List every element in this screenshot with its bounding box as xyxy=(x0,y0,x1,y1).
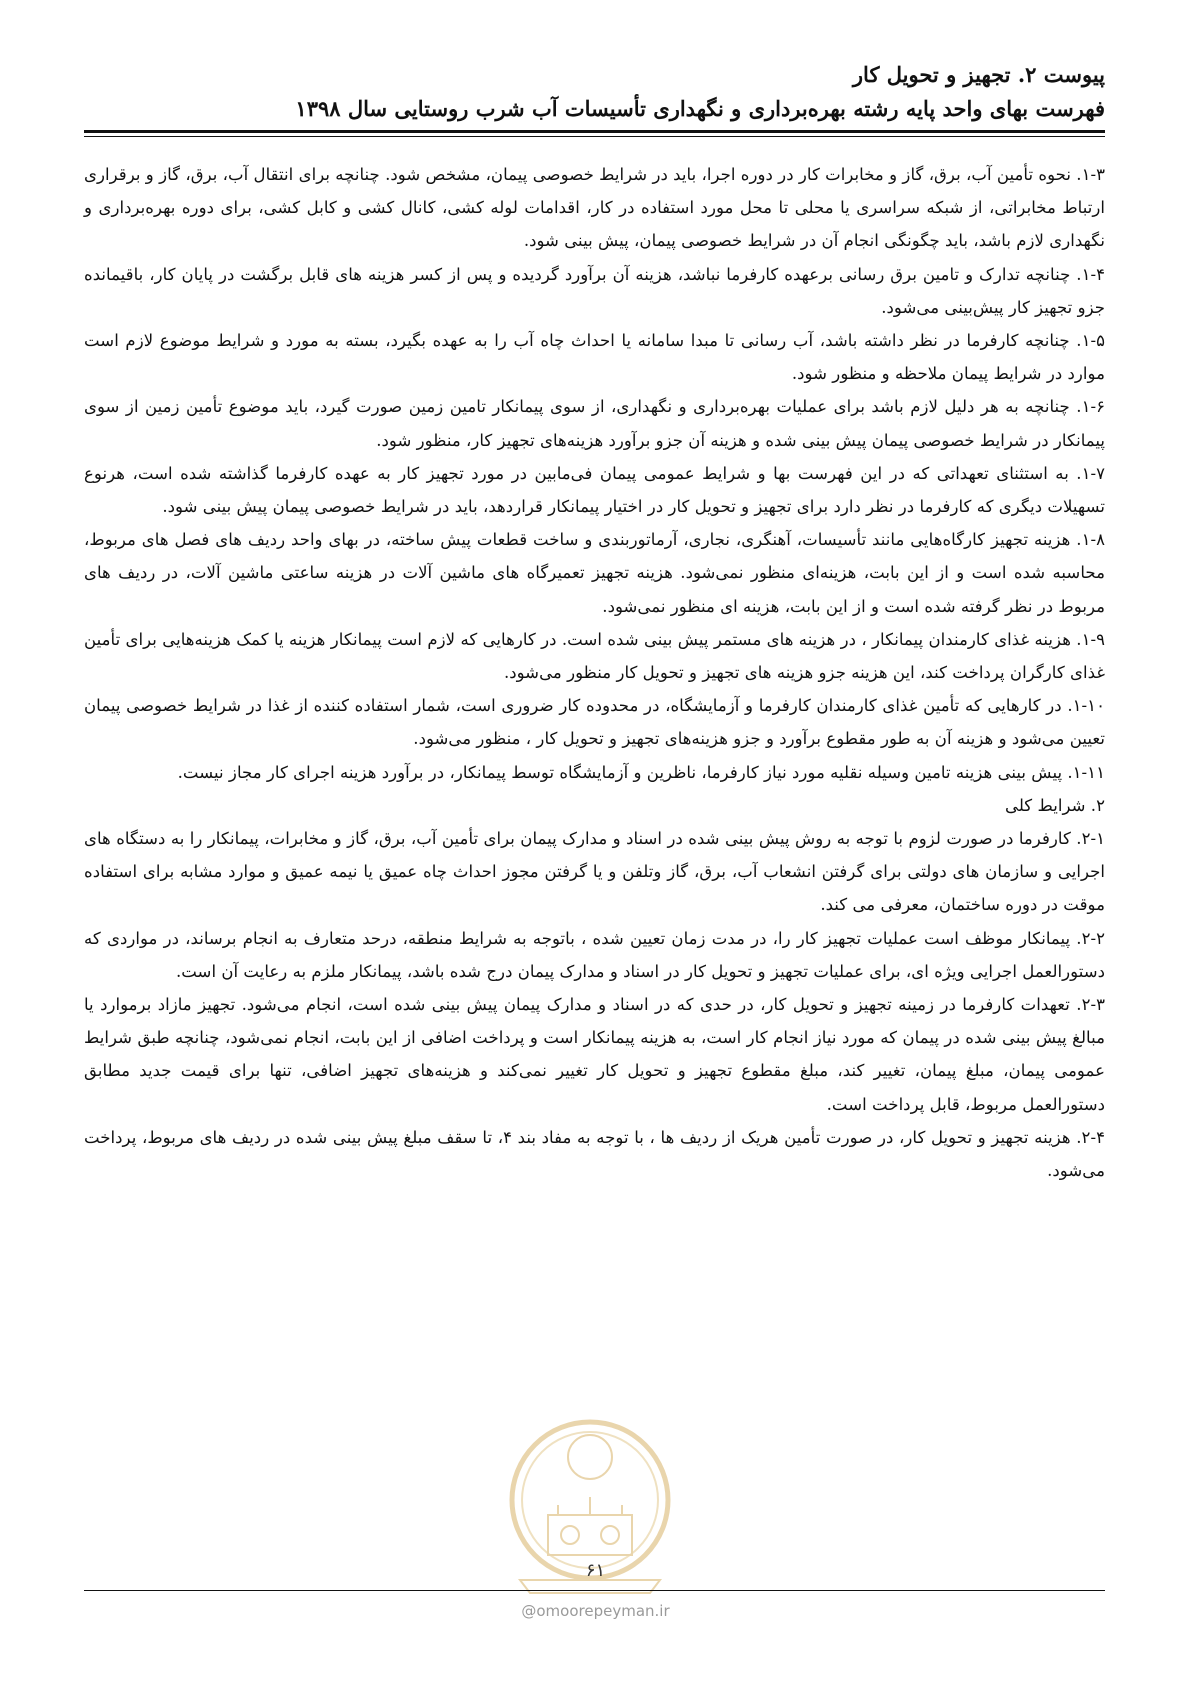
body-text xyxy=(84,158,1105,1187)
paragraph-1-10: ۱-۱۰. در کارهایی که تأمین غذای کارمندان کارفرما و آزمایشگاه، در محدوده کار ضروری است، شمار استفاده کننده از غذا در شرایط خصوصی پیمان تعیین می‌شود و هزینه آن به طور مقطوع برآورد و جزو هزینه‌های تجهیز و تحویل کار ، منظور می‌شود. xyxy=(84,696,1105,749)
footer-rule xyxy=(84,1590,1105,1591)
appendix-title: پیوست ۲. تجهیز و تحویل کار xyxy=(852,62,1105,87)
header-rule-thin xyxy=(84,136,1105,137)
paragraph-2-4: ۲-۴. هزینه تجهیز و تحویل کار، در صورت تأمین هریک از ردیف ها ، با توجه به مفاد بند ۴، تا سقف مبلغ پیش بینی شده در ردیف های مربوط، پرداخت می‌شود. xyxy=(84,1127,1105,1181)
paragraph-2-1: ۲-۱. کارفرما در صورت لزوم با توجه به روش پیش بینی شده در اسناد و مدارک پیمان برای تأمین آب، برق، گاز و مخابرات، پیمانکار را به دستگاه های اجرایی و سازمان های دولتی برای گرفتن انشعاب آب، برق، گاز وتلفن و یا گرفتن مجوز احداث چاه عمیق یا نیمه عمیق و موارد مشابه برای استفاده موقت در دوره ساختمان، معرفی می کند. xyxy=(84,829,1105,915)
paragraph-1-8: ۱-۸. هزینه تجهیز کارگاه‌هایی مانند تأسیسات، آهنگری، نجاری، آرماتوربندی و ساخت قطعات پیش ساخته، در بهای واحد ردیف های فصل های مربوط، محاسبه شده است و از این بابت، هزینه‌ای منظور نمی‌شود. هزینه تجهیز تعمیرگاه های ماشین آلات در هزینه ساعتی ماشین آلات، در ردیف های مربوط در نظر گرفته شده است و از این بابت، هزینه ای منظور نمی‌شود. xyxy=(84,530,1105,616)
paragraph-2-3: ۲-۳. تعهدات کارفرما در زمینه تجهیز و تحویل کار، در حدی که در اسناد و مدارک پیمان پیش بینی شده است، انجام می‌شود. تجهیز مازاد برموارد یا مبالغ پیش بینی شده در پیمان که مورد نیاز انجام کار است، به هزینه پیمانکار است و پرداخت اضافی از این بابت، انجام نمی‌شود، چنانچه طبق شرایط عمومی پیمان، مبلغ پیمان، تغییر کند، مبلغ مقطوع تجهیز و تحویل کار تغییر نمی‌کند و هزینه‌های تجهیز اضافی، تنها برای قیمت جدید مطابق دستورالعمل مربوط، قابل پرداخت است. xyxy=(84,995,1105,1114)
paragraph-1-5: ۱-۵. چنانچه کارفرما در نظر داشته باشد، آب رسانی تا مبدا سامانه یا احداث چاه آب را به عهده بگیرد، بسته به مورد و شرایط موضوع لازم است موارد در شرایط پیمان ملاحظه و منظور شود. xyxy=(84,331,1105,384)
section-heading-general-conditions: ۲. شرایط کلی xyxy=(1004,795,1105,815)
paragraph-1-4: ۱-۴. چنانچه تدارک و تامین برق رسانی برعهده کارفرما نباشد، هزینه آن برآورد گردیده و پس از کسر هزینه های قابل برگشت در پایان کار، باقیمانده جزو تجهیز کار پیش‌بینی می‌شود. xyxy=(84,264,1105,317)
page-header xyxy=(86,58,1105,126)
paragraph-1-7: ۱-۷. به استثنای تعهداتی که در این فهرست بها و شرایط عمومی پیمان فی‌مابین در مورد تجهیز کار به عهده کارفرما گذاشته شده است، هرنوع تسهیلات دیگری که کارفرما در نظر دارد برای تجهیز و تحویل کار در اختیار پیمانکار قراردهد، باید در شرایط خصوصی پیمان پیش بینی شود. xyxy=(84,463,1105,517)
paragraph-1-3: ۱-۳. نحوه تأمین آب، برق، گاز و مخابرات کار در دوره اجرا، باید در شرایط خصوصی پیمان، مشخص شود. چنانچه برای انتقال آب، برق، گاز و برقراری ارتباط مخابراتی، از شبکه سراسری یا محلی تا محل مورد استفاده در کار، اقدامات لوله کشی، کانال کشی و کابل کشی، برای دوره بهره‌برداری و نگهداری لازم باشد، باید چگونگی انجام آن در شرایط خصوصی پیمان، پیش بینی شود. xyxy=(84,165,1105,251)
document-subtitle: فهرست بهای واحد پایه رشته بهره‌برداری و نگهداری تأسیسات آب شرب روستایی سال ۱۳۹۸ xyxy=(295,96,1105,121)
page-number: ۶۱ xyxy=(585,1560,606,1581)
paragraph-1-9: ۱-۹. هزینه غذای کارمندان پیمانکار ، در هزینه های مستمر پیش بینی شده است. در کارهایی که لازم است پیمانکار هزینه یا کمک هزینه‌هایی برای تأمین غذای کارگران پرداخت کند، این هزینه جزو هزینه های تجهیز و تحویل کار منظور می‌شود. xyxy=(84,629,1105,683)
paragraph-1-11: ۱-۱۱. پیش بینی هزینه تامین وسیله نقلیه مورد نیاز کارفرما، ناظرین و آزمایشگاه توسط پیمانکار، در برآورد هزینه اجرای کار مجاز نیست. xyxy=(177,762,1105,782)
header-rule-thick xyxy=(84,130,1105,133)
paragraph-1-6: ۱-۶. چنانچه به هر دلیل لازم باشد برای عملیات بهره‌برداری و نگهداری، از سوی پیمانکار تامین زمین صورت گیرد، باید موضوع تأمین زمین از سوی پیمانکار در شرایط خصوصی پیمان پیش بینی شده و هزینه آن جزو برآورد هزینه‌های تجهیز کار، منظور شود. xyxy=(84,397,1105,450)
paragraph-2-2: ۲-۲. پیمانکار موظف است عملیات تجهیز کار را، در مدت زمان تعیین شده ، باتوجه به شرایط منطقه، درحد متعارف به انجام برساند، در مواردی که دستورالعمل اجرایی ویژه ای، برای عملیات تجهیز و تحویل کار در اسناد و مدارک پیمان درج شده باشد، پیمانکار ملزم به رعایت آن است. xyxy=(84,928,1105,981)
footer-site-url: @omoorepeyman.ir xyxy=(521,1602,670,1620)
